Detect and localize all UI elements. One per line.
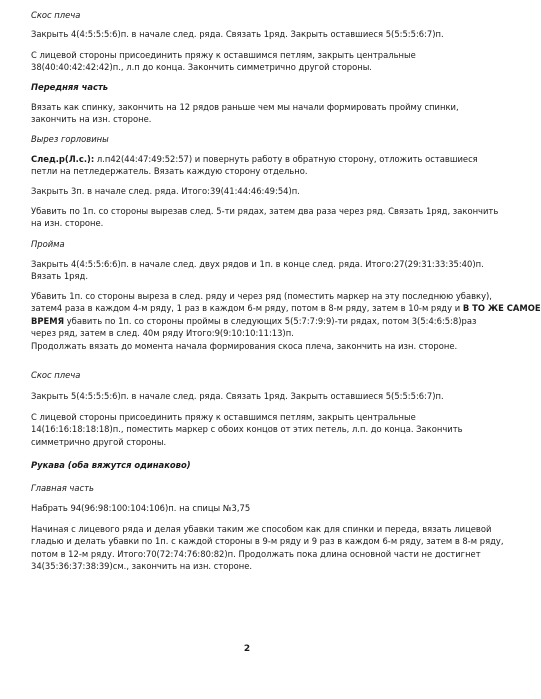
text-line: через ряд, затем в след. 40м ряду Итого:9(9:10:10:11:13)п. — [31, 327, 294, 338]
paragraph — [31, 28, 444, 40]
text-line: Вырез горловины — [31, 134, 109, 144]
text-line: Вязать 1ряд. — [31, 271, 88, 282]
text-line: Набрать 94(96:98:100:104:106)п. на спицы №3,75 — [31, 503, 251, 513]
text-line: Скос плеча — [31, 10, 81, 20]
paragraph — [31, 101, 459, 126]
text-line: потом в 12-м ряду. Итого:70(72:74:76:80:82)п. Продолжать пока длина основной части не достигнет — [31, 548, 481, 559]
paragraph — [31, 523, 504, 572]
paragraph — [31, 390, 444, 402]
paragraph — [31, 205, 498, 230]
paragraph — [31, 153, 478, 178]
text-line: Пройма — [31, 239, 65, 249]
text-line: Скос плеча — [31, 370, 81, 380]
text-line: закончить на изн. стороне. — [31, 114, 152, 125]
text-line: ВРЕМЯ убавить по 1п. со стороны проймы в следующих 5(5:7:7:9:9)-ти рядах, потом 3(5:4:6:5:8)раз — [31, 315, 477, 326]
section-heading — [31, 369, 80, 381]
text-line: Закрыть 4(4:5:5:5:6)п. в начале след. ряда. Связать 1ряд. Закрыть оставшиеся 5(5:5:5:6:7)п. — [31, 29, 444, 39]
paragraph — [31, 340, 457, 352]
section-heading — [31, 9, 80, 21]
text-line: симметрично другой стороны. — [31, 436, 167, 447]
bold-text: В ТО ЖЕ САМОЕ — [462, 303, 541, 314]
paragraph — [31, 411, 463, 448]
text-line: Передняя часть — [31, 82, 109, 92]
text-line: Закрыть 3п. в начале след. ряда. Итого:39(41:44:46:49:54)п. — [31, 186, 300, 196]
text-line: 34(35:36:37:38:39)см., закончить на изн. стороне. — [31, 560, 253, 571]
text-line: затем4 раза в каждом 4-м ряду, 1 раз в каждом 6-м ряду, потом в 8-м ряду, затем в 10-м ряду и В ТО ЖЕ САМОЕ — [31, 303, 541, 314]
text-line: Вязать как спинку, закончить на 12 рядов раньше чем мы начали формировать пройму спинки, — [31, 102, 459, 112]
paragraph — [31, 49, 416, 74]
text-line: Закрыть 4(4:5:5:6:6)п. в начале след. двух рядов и 1п. в конце след. ряда. Итого:27(29:31:33:35:40)п. — [31, 259, 484, 269]
paragraph — [31, 185, 300, 197]
bold-text: След.р(Л.с.): — [31, 154, 95, 164]
text-line: Рукава (оба вяжутся одинаково) — [31, 460, 191, 470]
text-line: Убавить по 1п. со стороны вырезав след. 5-ти рядах, затем два раза через ряд. Связать 1ряд, закончить — [31, 206, 499, 216]
text-line: на изн. стороне. — [31, 218, 104, 229]
text-line: С лицевой стороны присоединить пряжу к оставшимся петлям, закрыть центральные — [31, 50, 416, 60]
section-heading — [31, 459, 191, 471]
section-heading — [31, 81, 108, 93]
section-heading — [31, 133, 109, 145]
paragraph — [31, 258, 484, 283]
page-number: 2 — [243, 644, 251, 654]
text-line: Закрыть 5(4:5:5:5:6)п. в начале след. ряда. Связать 1ряд. Закрыть оставшиеся 5(5:5:5:6:7)п. — [31, 391, 444, 401]
text-line: Главная часть — [31, 483, 94, 493]
text-line: гладью и делать убавки по 1п. с каждой стороны в 9-м ряду и 9 раз в каждом 6-м ряду, затем в 8-м ряду, — [31, 536, 504, 547]
section-heading — [31, 238, 65, 250]
text-line: Убавить 1п. со стороны выреза в след. ряду и через ряд (поместить маркер на эту последнюю убавку), — [31, 291, 492, 301]
text-line: 38(40:40:42:42:42)п., л.п до конца. Закончить симметрично другой стороны. — [31, 62, 372, 73]
section-heading — [31, 482, 94, 494]
text-line: С лицевой стороны присоединить пряжу к оставшимся петлям, закрыть центральные — [31, 412, 416, 422]
text-line: Начиная с лицевого ряда и делая убавки таким же способом как для спинки и переда, вязать лицевой — [31, 524, 492, 534]
paragraph — [31, 290, 541, 339]
text-line: петли на петледержатель. Вязать каждую сторону отдельно. — [31, 166, 308, 177]
text-line: След.р(Л.с.): л.п42(44:47:49:52:57) и повернуть работу в обратную сторону, отложить оставшиеся — [31, 154, 478, 164]
bold-text: ВРЕМЯ — [31, 315, 65, 326]
text-line: Продолжать вязать до момента начала формирования скоса плеча, закончить на изн. стороне. — [31, 341, 458, 351]
paragraph — [31, 502, 250, 514]
text-line: 14(16:16:18:18:18)п., поместить маркер с обоих концов от этих петель, л.п. до конца. Закончить — [31, 424, 463, 435]
